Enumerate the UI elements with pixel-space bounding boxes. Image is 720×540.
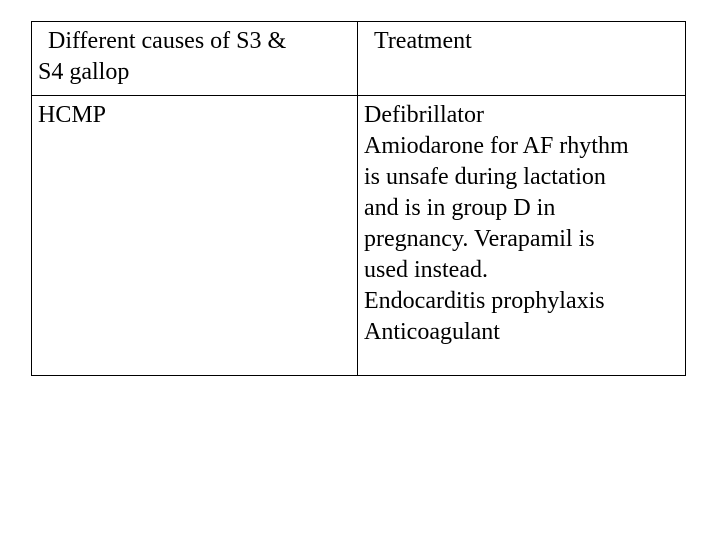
causes-treatment-table: [31, 21, 686, 376]
header-treatment-label: Treatment: [374, 28, 472, 54]
cause-text: HCMP: [38, 102, 107, 128]
header-cell-treatment: [358, 22, 686, 96]
treatment-line: pregnancy. Verapamil is: [364, 226, 595, 252]
table-header-row: [32, 22, 686, 96]
table-row: [32, 96, 686, 376]
treatment-line: and is in group D in: [364, 195, 556, 221]
header-causes-line-1: Different causes of S3 &: [48, 28, 287, 54]
treatment-line: Endocarditis prophylaxis: [364, 288, 605, 314]
treatment-line: Amiodarone for AF rhythm: [364, 133, 629, 159]
header-cell-causes: [32, 22, 358, 96]
treatment-line: is unsafe during lactation: [364, 164, 606, 190]
cause-cell: [32, 96, 358, 376]
treatment-cell: [358, 96, 686, 376]
treatment-line: Anticoagulant: [364, 319, 500, 345]
header-causes-line-2: S4 gallop: [38, 59, 130, 85]
treatment-line: used instead.: [364, 257, 488, 283]
treatment-line: Defibrillator: [364, 102, 484, 128]
